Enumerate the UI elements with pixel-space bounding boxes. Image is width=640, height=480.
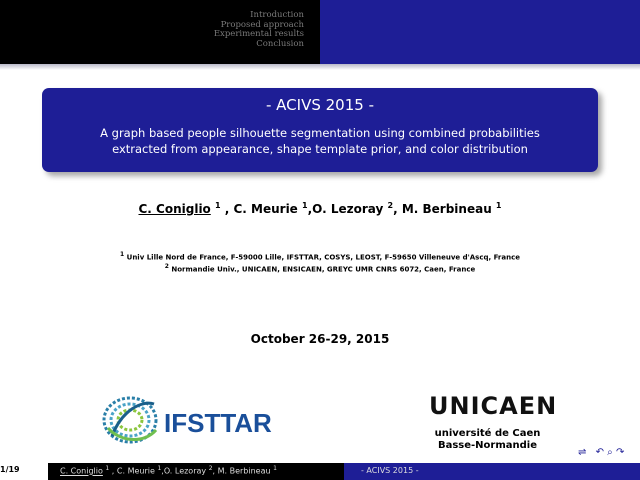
footer-affil-mark: 2: [208, 465, 213, 472]
authors-line: [0, 201, 640, 216]
header-right-band: [320, 0, 640, 64]
title-box: [42, 88, 598, 172]
footer-author-separator: ,: [161, 466, 164, 476]
affiliation-mark: 1: [120, 251, 125, 258]
slide-subtitle: [42, 125, 598, 157]
affiliation-text: Normandie Univ., UNICAEN, ENSICAEN, GREYC UMR CNRS 6072, Caen, France: [171, 265, 476, 274]
affiliation-text: Univ Lille Nord de France, F-59000 Lille, IFSTTAR, COSYS, LEOST, F-59650 Villeneuve d'Ascq, France: [126, 253, 520, 262]
footer-author-separator: ,: [212, 466, 218, 476]
author-affil-mark: 1: [495, 201, 502, 210]
author-affil-mark: 1: [302, 201, 308, 210]
footer-author-name: C. Coniglio: [60, 466, 103, 476]
affiliation-mark: 2: [164, 263, 169, 270]
footer-author-name: C. Meurie: [116, 466, 155, 476]
slide-title: - ACIVS 2015 -: [266, 96, 374, 114]
footer-author-name: M. Berbineau: [217, 466, 271, 476]
footer-conference: - ACIVS 2015 -: [361, 466, 419, 475]
unicaen-wordmark: UNICAEN: [429, 392, 558, 420]
unicaen-name: [425, 428, 550, 452]
unicaen-logo: [425, 388, 558, 458]
footer-authors: [60, 465, 277, 476]
author-name: O. Lezoray: [312, 202, 384, 216]
ifsttar-emblem-icon: [98, 390, 298, 452]
subtitle-line-1: A graph based people silhouette segmentation using combined probabilities: [100, 126, 540, 140]
unicaen-line-1: université de Caen: [434, 428, 541, 439]
footer-author-name: O. Lezoray: [163, 466, 207, 476]
affiliation-2: [0, 263, 640, 273]
author-name: M. Berbineau: [401, 202, 492, 216]
nav-search-icon[interactable]: ⌕: [607, 447, 613, 458]
nav-item-introduction[interactable]: Introduction: [250, 10, 304, 20]
unicaen-line-2: Basse-Normandie: [437, 440, 538, 451]
author-name: C. Meurie: [233, 202, 298, 216]
navigation-symbols: [578, 447, 624, 458]
footer-affil-mark: 1: [105, 465, 110, 472]
footer-affil-mark: 1: [157, 465, 162, 472]
page-number: 1/19: [0, 465, 20, 474]
ifsttar-wordmark: IFSTTAR: [164, 408, 272, 438]
nav-section-icon[interactable]: ⇌: [578, 447, 587, 458]
author-affil-mark: 1: [214, 201, 221, 210]
author-separator: ,: [393, 202, 402, 216]
author-separator: ,: [307, 202, 313, 216]
author-name: C. Coniglio: [138, 202, 211, 216]
nav-back-icon[interactable]: ↶: [595, 447, 604, 458]
footer-affil-mark: 1: [273, 465, 277, 472]
nav-item-conclusion[interactable]: Conclusion: [256, 38, 304, 49]
subtitle-line-2: extracted from appearance, shape template prior, and color distribution: [112, 142, 528, 156]
nav-item-proposed-approach[interactable]: Proposed approach: [220, 19, 304, 30]
nav-item-experimental-results[interactable]: Experimental results: [213, 29, 304, 39]
section-navigation: [214, 11, 304, 49]
ifsttar-logo: [98, 390, 298, 452]
nav-forward-icon[interactable]: ↷: [615, 447, 625, 458]
author-separator: ,: [220, 202, 234, 216]
author-affil-mark: 2: [387, 201, 394, 210]
affiliation-1: [0, 251, 640, 261]
conference-date: October 26-29, 2015: [250, 332, 390, 346]
footer-author-separator: ,: [109, 466, 117, 476]
header-shadow: [0, 64, 640, 70]
